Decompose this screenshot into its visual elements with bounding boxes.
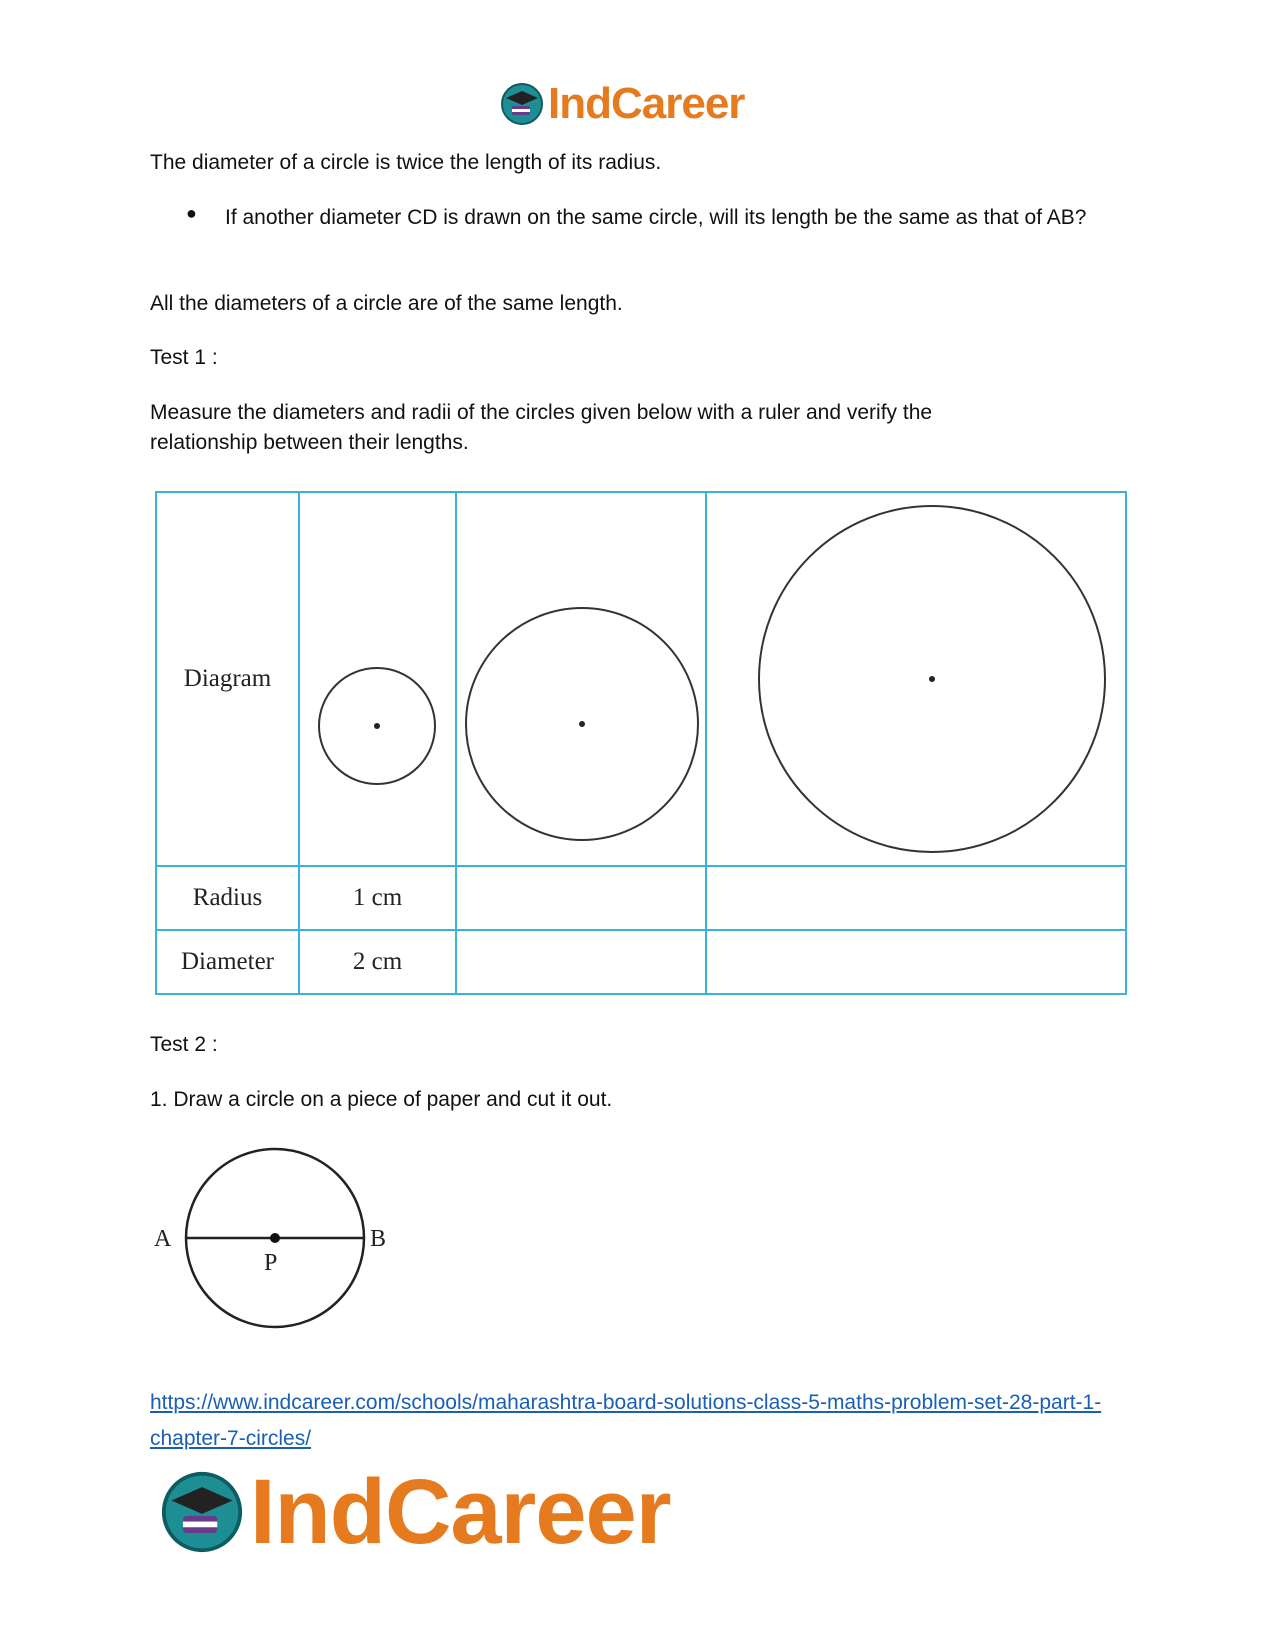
row-label-diagram: Diagram — [156, 492, 299, 866]
table-row-diameter — [156, 930, 1126, 994]
row-label-radius: Radius — [156, 866, 299, 930]
label-b: B — [370, 1226, 387, 1252]
paragraph-diameter-radius: The diameter of a circle is twice the length of its radius. — [150, 151, 662, 174]
radius-value-2 — [456, 866, 706, 930]
medium-circle-diagram — [457, 493, 707, 865]
table-row-diagram — [156, 492, 1126, 866]
diameter-value-2 — [456, 930, 706, 994]
table-row-radius — [156, 866, 1126, 930]
diagram-cell-small — [299, 492, 456, 866]
test1-heading: Test 1 : — [150, 346, 218, 369]
diagram-cell-large — [706, 492, 1126, 866]
row-label-diameter: Diameter — [156, 930, 299, 994]
circle-measurement-table — [155, 491, 1127, 995]
large-circle-diagram — [707, 493, 1127, 865]
test2-heading: Test 2 : — [150, 1033, 218, 1056]
source-link[interactable]: https://www.indcareer.com/schools/maharashtra-board-solutions-class-5-maths-problem-set-28-part-1-chapter-7-circles/ — [150, 1391, 1102, 1450]
small-circle-diagram — [300, 493, 457, 865]
logo-wordmark: IndCareer — [548, 79, 745, 128]
logo-wordmark-bottom: IndCareer — [250, 1460, 671, 1563]
paragraph-all-diameters: All the diameters of a circle are of the same length. — [150, 292, 623, 315]
radius-value-1: 1 cm — [299, 866, 456, 930]
graduation-globe-icon — [160, 1470, 244, 1554]
bullet-marker: ● — [186, 203, 197, 223]
graduation-globe-icon — [500, 82, 544, 126]
label-a: A — [154, 1226, 172, 1252]
paragraph-measure-instruction: Measure the diameters and radii of the circles given below with a ruler and verify the relationship between their lengths. — [150, 401, 933, 454]
diameter-value-3 — [706, 930, 1126, 994]
label-p: P — [264, 1250, 278, 1276]
indcareer-logo-top — [500, 76, 744, 132]
diagram-cell-medium — [456, 492, 706, 866]
indcareer-logo-bottom — [160, 1462, 671, 1562]
bullet-question: If another diameter CD is drawn on the same circle, will its length be the same as that of AB? — [225, 206, 1087, 229]
radius-value-3 — [706, 866, 1126, 930]
diameter-ab-diagram — [148, 1140, 408, 1340]
diameter-value-1: 2 cm — [299, 930, 456, 994]
step1-instruction: 1. Draw a circle on a piece of paper and cut it out. — [150, 1088, 613, 1111]
